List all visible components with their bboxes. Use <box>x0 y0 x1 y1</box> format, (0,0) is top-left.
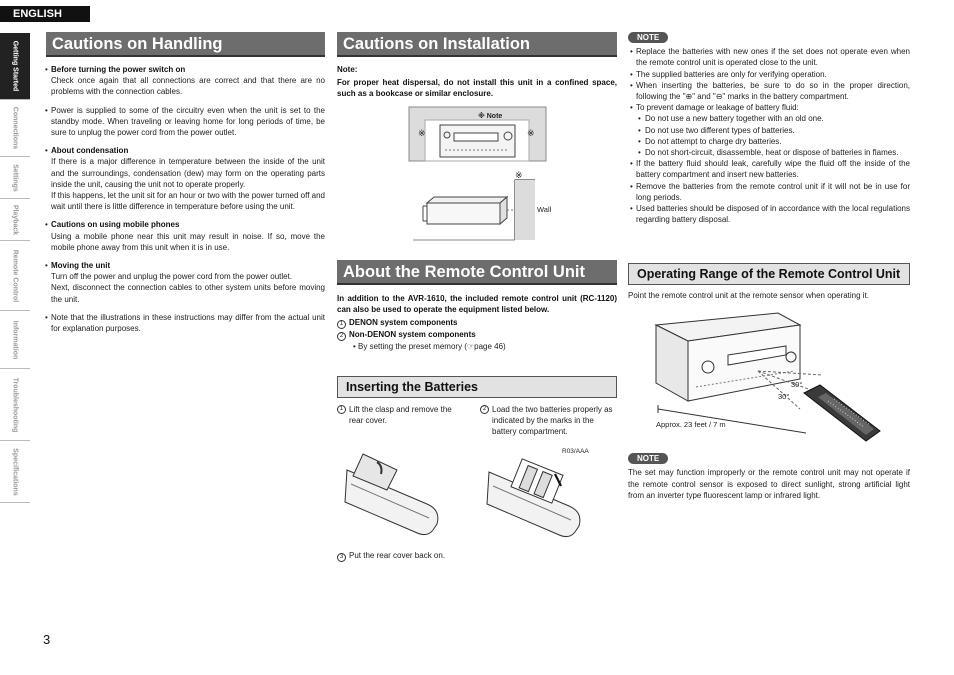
list-item: • If the battery fluid should leak, carefully wipe the fluid off the inside of the battery compartment and insert new batteries. <box>628 158 910 180</box>
remote-item-sub-text: By setting the preset memory (☞page 46) <box>358 342 506 352</box>
step-number: 1 <box>337 320 346 329</box>
step-text: Lift the clasp and remove the rear cover. <box>349 405 452 426</box>
sidebar-item-troubleshooting[interactable] <box>0 369 30 441</box>
figure-wall-label: Wall <box>537 204 552 214</box>
note-badge: NOTE <box>628 453 668 464</box>
sidebar-item-specifications[interactable] <box>0 441 30 503</box>
angle-label-upper: 30° <box>791 380 803 390</box>
list-item <box>46 145 325 212</box>
list-item: • Used batteries should be disposed of in accordance with the local regulations regarding battery disposal. <box>628 203 910 225</box>
step-number: 2 <box>337 332 346 341</box>
item-heading: • Moving the unit <box>51 261 111 271</box>
sidebar-item-label: Troubleshooting <box>11 377 19 432</box>
item-text: If there is a major difference in temperature between the inside of the unit and the surroundings, condensation (dew) may form on the operating parts inside the unit, causing the unit not to operate properly. <box>51 157 325 189</box>
step-text: Load the two batteries properly as indicated by the marks in the battery compartment. <box>492 405 613 437</box>
remote-item-text: DENON system components <box>349 318 458 328</box>
sidebar-item-label: Information <box>11 320 19 359</box>
range-figure <box>628 305 910 451</box>
battery-notes-section <box>628 32 910 500</box>
list-item <box>46 219 325 253</box>
item-text: Check once again that all connections are correct and that there are no problems with the connection cables. <box>51 76 325 97</box>
remote-unit-section <box>337 260 617 353</box>
section-title: About the Remote Control Unit <box>337 260 617 285</box>
figure-mark-right: ※ <box>527 127 535 138</box>
figure-mark-left: ※ <box>418 127 426 138</box>
battery-figures <box>337 444 617 544</box>
item-text: Using a mobile phone near this unit may result in noise. If so, move the mobile phone away from this unit when it is in use. <box>51 231 325 252</box>
language-tab: ENGLISH <box>0 6 90 22</box>
sidebar-item-remote-control[interactable] <box>0 241 30 311</box>
cautions-installation-section <box>337 32 617 560</box>
subsection-title: Operating Range of the Remote Control Unit <box>628 263 910 285</box>
sidebar-item-label: Getting Started <box>11 40 19 92</box>
battery-step-1 <box>337 404 468 438</box>
list-item: • Do not use a new battery together with an old one. <box>628 113 910 124</box>
battery-type-label: R03/AAA <box>562 447 589 455</box>
item-heading: • About condensation <box>51 146 129 156</box>
installation-diagram <box>337 100 617 248</box>
section-title: Cautions on Installation <box>337 32 617 57</box>
remote-item-2-sub: • By setting the preset memory (☞page 46) <box>353 342 506 352</box>
sidebar-item-settings[interactable] <box>0 157 30 199</box>
step-text: Put the rear cover back on. <box>349 550 446 560</box>
note-text: For proper heat dispersal, do not install this unit in a confined space, such as a bookcase or similar enclosure. <box>337 78 617 99</box>
list-item <box>46 105 325 139</box>
list-item <box>46 64 325 98</box>
range-text: Point the remote control unit at the remote sensor when operating it. <box>628 291 870 300</box>
battery-diagram <box>337 444 617 544</box>
remote-item-1 <box>337 317 617 329</box>
operating-range-section <box>628 263 910 501</box>
step-number: 2 <box>480 405 489 414</box>
remote-intro: In addition to the AVR-1610, the included remote control unit (RC-1120) can also be used to operate the equipment listed below. <box>337 294 617 315</box>
list-item: • Remove the batteries from the remote control unit if it will not be in use for long periods. <box>628 181 910 203</box>
list-item: • When inserting the batteries, be sure to do so in the proper direction, following the "⊕" and "⊖" marks in the battery compartment. <box>628 80 910 102</box>
list-item: • Replace the batteries with new ones if the set does not operate even when the remote control unit is operated close to the unit. <box>628 46 910 68</box>
batteries-section <box>337 376 617 562</box>
item-text: If this happens, let the unit sit for an hour or two with the power turned off and wait until there is little difference in temperature before using the unit. <box>51 191 325 212</box>
sidebar-item-label: Specifications <box>11 447 19 496</box>
sidebar-item-playback[interactable] <box>0 199 30 241</box>
list-item: • The supplied batteries are only for verifying operation. <box>628 69 910 80</box>
sidebar-item-label: Settings <box>11 163 19 192</box>
remote-item-2 <box>337 329 617 341</box>
list-item <box>46 312 325 334</box>
cautions-handling-section <box>46 32 325 341</box>
sidebar-item-label: Playback <box>11 204 19 235</box>
figure-mark-top: ※ <box>515 169 523 180</box>
battery-steps <box>337 404 617 438</box>
item-heading: • Before turning the power switch on <box>51 65 186 74</box>
item-text: • Power is supplied to some of the circuitry even when the unit is set to the standby mode. When traveling or leaving home for long periods of time, be sure to unplug the power cord from the power outlet. <box>51 105 325 138</box>
list-item: • Do not short-circuit, disassemble, heat or dispose of batteries in flames. <box>628 147 910 158</box>
section-sidebar <box>0 33 30 503</box>
item-text: Turn off the power and unplug the power cord from the power outlet. <box>51 272 293 282</box>
battery-step-2 <box>480 404 617 438</box>
range-note-text: The set may function improperly or the remote control unit may not operate if the remote control sensor is exposed to direct sunlight, strong artificial light from an inverter type fluorescent lamp or infrared light. <box>628 468 910 500</box>
step-number: 1 <box>337 405 346 414</box>
list-item <box>46 260 325 305</box>
sidebar-item-information[interactable] <box>0 311 30 369</box>
sidebar-item-label: Remote Control <box>11 249 19 302</box>
sidebar-item-getting-started[interactable] <box>0 33 30 100</box>
list-item: • Do not attempt to charge dry batteries. <box>628 136 910 147</box>
step-number: 3 <box>337 553 346 562</box>
sidebar-item-connections[interactable] <box>0 100 30 157</box>
subsection-title: Inserting the Batteries <box>337 376 617 398</box>
section-title: Cautions on Handling <box>46 32 325 57</box>
item-text: Next, disconnect the connection cables to other system units before moving the unit. <box>51 283 325 304</box>
sidebar-item-label: Connections <box>11 106 19 150</box>
installation-figure <box>337 100 617 248</box>
figure-note-label: ※ Note <box>478 112 503 120</box>
item-text: • Note that the illustrations in these instructions may differ from the actual unit for explanation purposes. <box>51 312 325 334</box>
battery-step-3 <box>337 550 617 562</box>
list-item: • To prevent damage or leakage of battery fluid: <box>628 102 910 113</box>
note-badge: NOTE <box>628 32 668 43</box>
angle-label-lower: 30° <box>778 392 790 402</box>
distance-label: Approx. 23 feet / 7 m <box>656 420 726 430</box>
page-number: 3 <box>43 632 51 647</box>
list-item: • Do not use two different types of batteries. <box>628 125 910 136</box>
remote-item-text: Non-DENON system components <box>349 330 476 340</box>
note-label: Note: <box>337 65 358 74</box>
item-heading: • Cautions on using mobile phones <box>51 220 180 230</box>
